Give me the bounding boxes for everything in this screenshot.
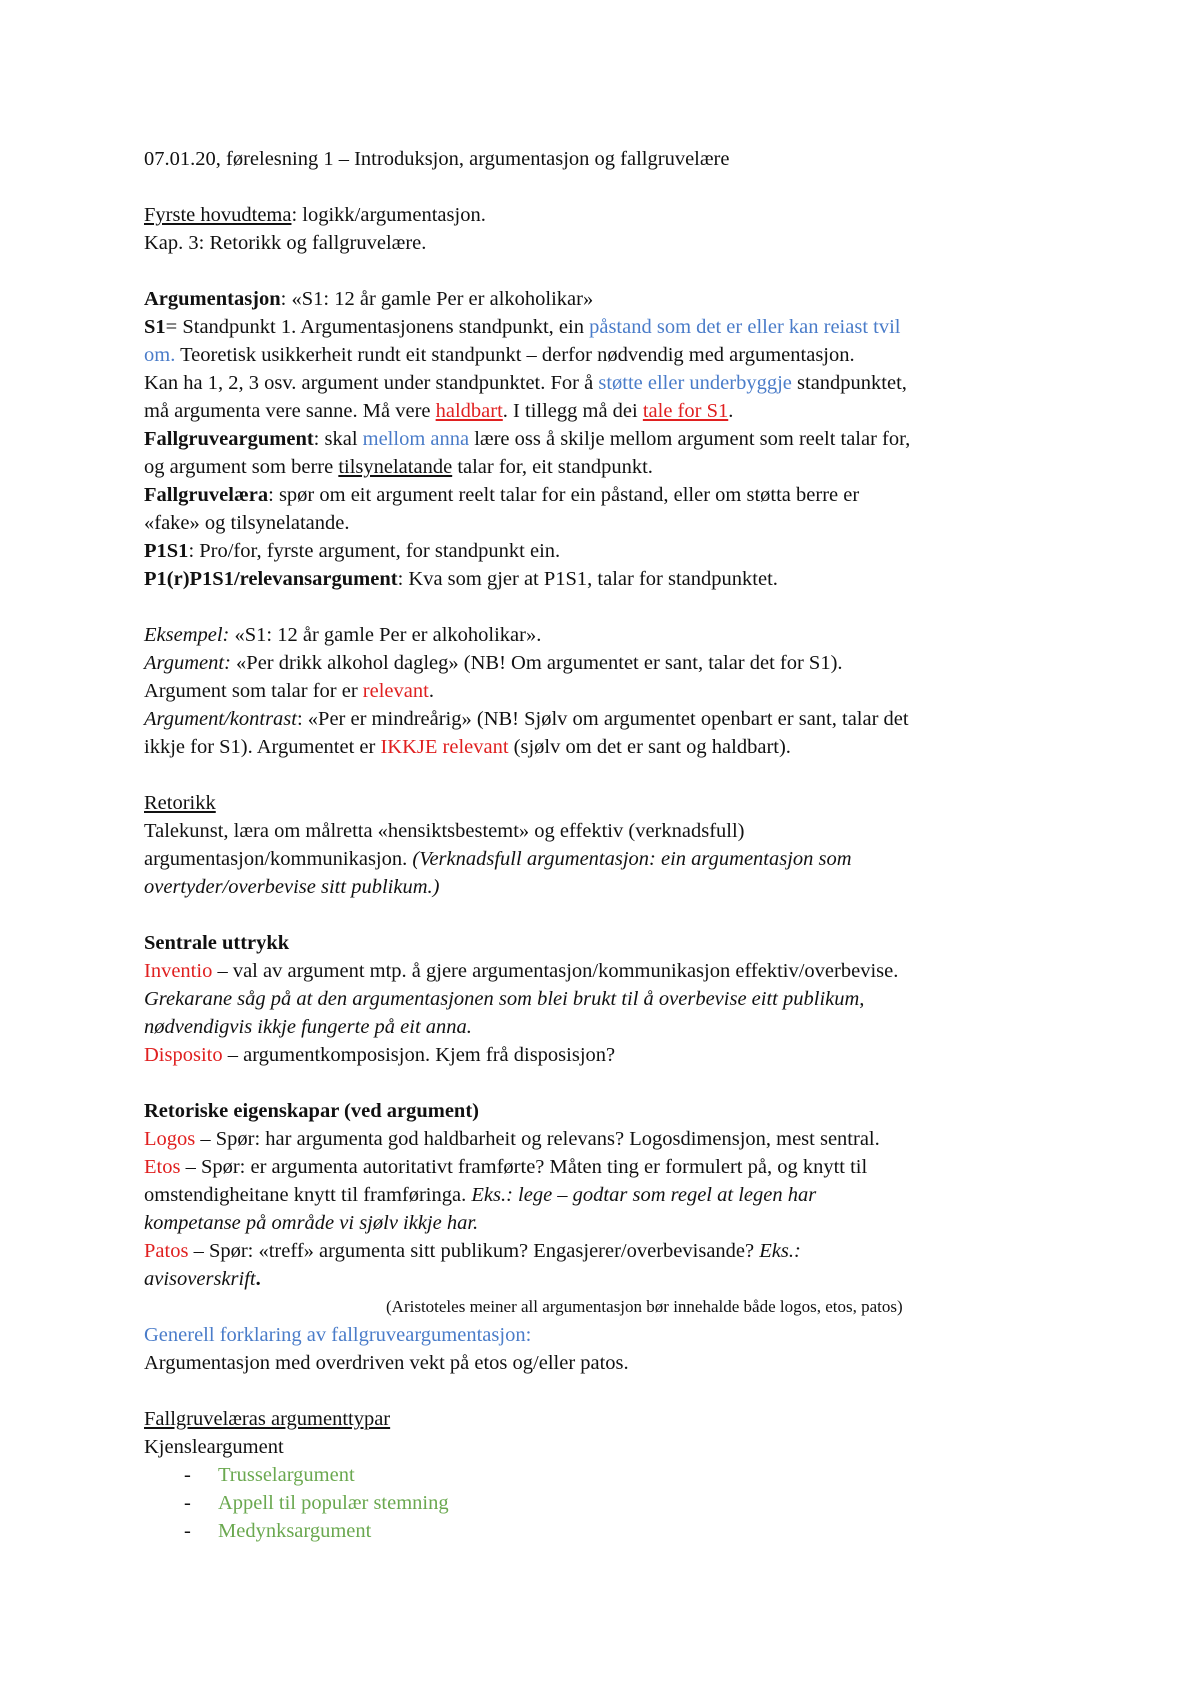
list-item: - Medynksargument	[144, 1517, 1064, 1545]
theme-label: Fyrste hovudtema	[144, 204, 292, 226]
fallgruveargument-line-2: og argument som berre tilsynelatande talar for, eit standpunkt.	[144, 456, 653, 478]
argument-types-heading: Fallgruvelæras argumenttypar	[144, 1408, 391, 1430]
example-argument-line: Argument: «Per drikk alkohol dagleg» (NB! Om argumentet er sant, talar det for S1).	[144, 652, 843, 674]
example-line: Eksempel: «S1: 12 år gamle Per er alkoholikar».	[144, 624, 542, 646]
eigenskapar-heading: Retoriske eigenskapar (ved argument)	[144, 1100, 479, 1122]
retorikk-line-3: overtyder/overbevise sitt publikum.)	[144, 876, 440, 898]
example-relevant-line: Argument som talar for er relevant.	[144, 680, 434, 702]
fallgruvelaera-line: Fallgruvelæra: spør om eit argument reelt talar for ein påstand, eller om støtta berre er	[144, 484, 860, 506]
logos-line: Logos – Spør: har argumenta god haldbarheit og relevans? Logosdimensjon, mest sentral.	[144, 1128, 880, 1150]
retorikk-line-2: argumentasjon/kommunikasjon. (Verknadsfull argumentasjon: ein argumentasjon som	[144, 848, 852, 870]
dash-bullet-icon: -	[184, 1464, 191, 1486]
theme-line: Fyrste hovudtema: logikk/argumentasjon.	[144, 204, 486, 226]
term-relevansargument: P1(r)P1S1/relevansargument	[144, 568, 398, 590]
dash-bullet-icon: -	[184, 1520, 191, 1542]
argumentasjon-line: Argumentasjon: «S1: 12 år gamle Per er alkoholikar»	[144, 288, 594, 310]
argument-true-line: må argumenta vere sanne. Må vere haldbart. I tillegg må dei tale for S1.	[144, 400, 734, 422]
etos-line-3: kompetanse på område vi sjølv ikkje har.	[144, 1212, 479, 1234]
example-contrast-line-2: ikkje for S1). Argumentet er IKKJE relevant (sjølv om det er sant og haldbart).	[144, 736, 791, 758]
inventio-italic-2: nødvendigvis ikkje fungerte på eit anna.	[144, 1016, 472, 1038]
term-fallgruveargument: Fallgruveargument	[144, 428, 314, 450]
kap-line: Kap. 3: Retorikk og fallgruvelære.	[144, 232, 427, 254]
argument-count-line: Kan ha 1, 2, 3 osv. argument under standpunktet. For å støtte eller underbyggje standpunktet,	[144, 372, 907, 394]
general-explanation-text: Argumentasjon med overdriven vekt på etos og/eller patos.	[144, 1352, 629, 1374]
s1-line-2: om. Teoretisk usikkerheit rundt eit standpunkt – derfor nødvendig med argumentasjon.	[144, 344, 855, 366]
patos-line-2: avisoverskrift.	[144, 1268, 261, 1290]
sentrale-heading: Sentrale uttrykk	[144, 932, 290, 954]
document-title: 07.01.20, førelesning 1 – Introduksjon, argumentasjon og fallgruvelære	[144, 148, 730, 170]
term-argumentasjon: Argumentasjon	[144, 288, 281, 310]
dash-bullet-icon: -	[184, 1492, 191, 1514]
fallgruveargument-line: Fallgruveargument: skal mellom anna lære oss å skilje mellom argument som reelt talar for,	[144, 428, 911, 450]
inventio-line: Inventio – val av argument mtp. å gjere argumentasjon/kommunikasjon effektiv/overbevise.	[144, 960, 899, 982]
fallgruvelaera-line-2: «fake» og tilsynelatande.	[144, 512, 350, 534]
document-body	[144, 145, 1064, 1545]
general-explanation-heading: Generell forklaring av fallgruveargumentasjon:	[144, 1324, 532, 1346]
term-s1: S1	[144, 316, 166, 338]
etos-line: Etos – Spør: er argumenta autoritativt framførte? Måten ting er formulert på, og knytt til	[144, 1156, 868, 1178]
retorikk-heading: Retorikk	[144, 792, 216, 814]
inventio-italic-1: Grekarane såg på at den argumentasjonen som blei brukt til å overbevise eitt publikum,	[144, 988, 865, 1010]
disposito-line: Disposito – argumentkomposisjon. Kjem frå disposisjon?	[144, 1044, 616, 1066]
s1-line: S1= Standpunkt 1. Argumentasjonens standpunkt, ein påstand som det er eller kan reiast tvil	[144, 316, 901, 338]
example-contrast-line: Argument/kontrast: «Per er mindreårig» (NB! Sjølv om argumentet openbart er sant, talar det	[144, 708, 909, 730]
list-item: - Appell til populær stemning	[144, 1489, 1064, 1517]
p1s1-line: P1S1: Pro/for, fyrste argument, for standpunkt ein.	[144, 540, 561, 562]
list-item: - Trusselargument	[144, 1461, 1064, 1489]
etos-line-2: omstendigheitane knytt til framføringa. Eks.: lege – godtar som regel at legen har	[144, 1184, 817, 1206]
term-fallgruvelaera: Fallgruvelæra	[144, 484, 269, 506]
aristoteles-note: (Aristoteles meiner all argumentasjon bør innehalde både logos, etos, patos)	[386, 1297, 903, 1316]
argument-types-subheading: Kjensleargument	[144, 1436, 284, 1458]
relevansargument-line: P1(r)P1S1/relevansargument: Kva som gjer at P1S1, talar for standpunktet.	[144, 568, 778, 590]
retorikk-line-1: Talekunst, læra om målretta «hensiktsbestemt» og effektiv (verknadsfull)	[144, 820, 745, 842]
term-p1s1: P1S1	[144, 540, 189, 562]
patos-line: Patos – Spør: «treff» argumenta sitt publikum? Engasjerer/overbevisande? Eks.:	[144, 1240, 801, 1262]
